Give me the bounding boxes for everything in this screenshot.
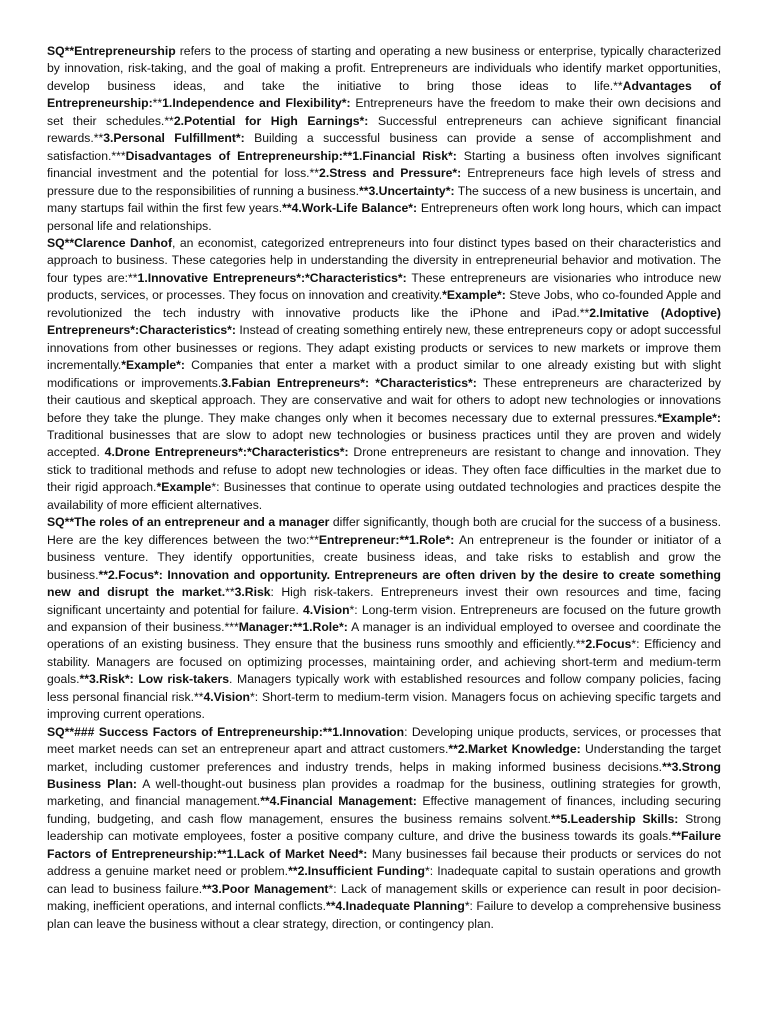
bold-text-run: 4.Vision <box>203 689 250 704</box>
text-run: *: Businesses that continue to operate using outdated technologies and practices despite the availability of more efficient alternatives. <box>47 480 722 512</box>
bold-text-run: *Example*: <box>121 358 185 373</box>
bold-text-run: **4.Work-Life Balance*: <box>282 201 418 216</box>
bold-text-run: 1.Independence and Flexibility*: <box>162 96 351 111</box>
bold-text-run: **3.Uncertainty*: <box>359 183 455 198</box>
bold-text-run: Disadvantages of Entrepreneurship:**1.Financial Risk*: <box>125 148 457 163</box>
text-run: Companies that enter a market with a product similar to one already existing but with slight modifications or improvements. <box>47 358 721 390</box>
text-run: *: Inadequate capital to sustain operations and growth can lead to business failure. <box>47 864 722 896</box>
bold-text-run: SQ**Entrepreneurship <box>47 44 176 58</box>
text-run: *: Failure to develop a comprehensive business plan can leave the business without a clear strategy, direction, or contingency plan. <box>47 899 721 931</box>
bold-text-run: **3.Poor Management <box>202 881 329 896</box>
paragraph-success-failure-factors <box>47 724 721 933</box>
bold-text-run: **4.Financial Management: <box>260 794 417 809</box>
text-run: Entrepreneurs have the freedom to make their own decisions and set their schedules.** <box>47 96 721 128</box>
text-run: Drone entrepreneurs are resistant to change and innovation. They stick to traditional methods and refuse to adopt new technologies or ideas. They often face difficulties in the market due to their rigid approach. <box>47 445 721 495</box>
document-page <box>47 43 721 933</box>
text-run: The success of a new business is uncertain, and many startups fail within the first few years. <box>47 183 722 216</box>
text-run: *: Efficiency and stability. Managers are focused on optimizing processes, maintaining order, and achieving short-term and medium-term goals. <box>47 637 722 687</box>
text-run: Entrepreneurs often work long hours, which can impact personal life and relationships. <box>47 201 721 233</box>
text-run: A well-thought-out business plan provides a roadmap for the business, outlining strategies for growth, marketing, and financial management. <box>47 777 722 809</box>
paragraph-entrepreneur-vs-manager <box>47 514 721 723</box>
text-run: ** <box>152 96 163 111</box>
bold-text-run: 2.Imitative (Adoptive) Entrepreneurs*:Characteristics*: <box>47 305 721 338</box>
text-run: differ significantly, though both are crucial for the success of a business. Here are the key differences between the two:** <box>47 515 721 547</box>
text-run: Instead of creating something entirely new, these entrepreneurs copy or adopt successful innovations from other businesses or regions. They adapt existing products or services to new markets or improve them incrementally. <box>47 323 721 373</box>
text-run: Successful entrepreneurs can achieve significant financial rewards.** <box>47 113 721 146</box>
text-run: Starting a business often involves significant financial investment and the potential for loss.** <box>47 148 722 181</box>
bold-text-run: **2.Focus*: Innovation and opportunity. Entrepreneurs are often driven by the desire to create something new and disrupt the market. <box>47 567 721 600</box>
text-run: Building a successful business can provide a sense of accomplishment and satisfaction.*** <box>47 131 721 163</box>
text-run: Many businesses fail because their products or services do not address a genuine market need or problem. <box>47 846 721 879</box>
bold-text-run: 4.Drone Entrepreneurs*:*Characteristics*: <box>104 445 349 460</box>
text-run: refers to the process of starting and operating a new business or enterprise, typically characterized by innovation, risk-taking, and the goal of making a profit. Entrepreneurs are individuals who identify market opportunities, develop business ideas, and take the initiative to bring those ideas to life.** <box>47 44 721 93</box>
bold-text-run: Advantages of Entrepreneurship: <box>47 78 721 111</box>
text-run: These entrepreneurs are characterized by their cautious and skeptical approach. They are conservative and wait for others to adopt new technologies or innovations before they take the plunge. They make changes only when it becomes necessary due to external pressures. <box>47 375 721 425</box>
bold-text-run: 2.Potential for High Earnings*: <box>173 113 369 128</box>
paragraph-entrepreneurship <box>47 43 721 235</box>
paragraph-danhof-types <box>47 235 721 514</box>
bold-text-run: 1.Innovative Entrepreneurs*:*Characteristics*: <box>137 270 407 285</box>
text-run: Understanding the target market, including customer preferences and industry trends, helps in making informed business decisions. <box>47 742 721 774</box>
bold-text-run: Manager:**1.Role*: <box>238 619 348 634</box>
bold-text-run: Entrepreneur:**1.Role*: <box>318 532 455 547</box>
text-run: . Managers typically work with established resources and follow company policies, facing less personal financial risk.** <box>47 672 722 704</box>
bold-text-run: SQ**### Success Factors of Entrepreneurship:**1.Innovation <box>47 724 405 739</box>
bold-text-run: 2.Stress and Pressure*: <box>319 166 462 181</box>
bold-text-run: **2.Market Knowledge: <box>448 742 581 757</box>
text-run: A manager is an individual employed to oversee and coordinate the operations of an existing business. They ensure that the business runs smoothly and efficiently.** <box>47 619 721 652</box>
text-run: An entrepreneur is the founder or initiator of a business venture. They identify opportunities, create business ideas, and take risks to establish and grow the business. <box>47 532 721 582</box>
text-run: Steve Jobs, who co-founded Apple and revolutionized the tech industry with innovative products like the iPhone and iPad.** <box>47 288 721 320</box>
bold-text-run: **2.Insufficient Funding <box>288 864 425 879</box>
bold-text-run: **3.Risk*: Low risk-takers <box>79 672 230 687</box>
text-run: : Developing unique products, services, or processes that meet market needs can set an entrepreneur apart and attract customers. <box>47 724 721 757</box>
bold-text-run: *Example*: <box>442 288 506 303</box>
bold-text-run: **3.Strong Business Plan: <box>47 759 721 792</box>
bold-text-run: *Example*: <box>657 410 721 425</box>
bold-text-run: *Example <box>156 480 212 495</box>
bold-text-run: **Failure Factors of Entrepreneurship:**1.Lack of Market Need*: <box>47 829 721 861</box>
bold-text-run: 2.Focus <box>585 637 632 652</box>
bold-text-run: 3.Fabian Entrepreneurs*: *Characteristics*: <box>221 375 477 390</box>
bold-text-run: SQ**Clarence Danhof <box>47 235 173 250</box>
bold-text-run: 3.Risk <box>234 585 271 600</box>
text-run: , an economist, categorized entrepreneurs into four distinct types based on their characteristics and approach to business. These categories help in understanding the diversity in entrepreneurial behavior and motivation. The four types are:** <box>47 235 721 285</box>
text-run: Traditional businesses that are slow to adopt new technologies or business practices until they are proven and widely accepted. <box>47 427 721 460</box>
text-run: Entrepreneurs face high levels of stress and pressure due to the responsibilities of running a business. <box>47 166 722 198</box>
bold-text-run: SQ**The roles of an entrepreneur and a manager <box>47 515 330 530</box>
text-run: Effective management of finances, including securing funding, budgeting, and cash flow management, ensures the business remains solvent. <box>47 794 721 826</box>
text-run: : High risk-takers. Entrepreneurs invest their own resources and time, facing significant uncertainty and potential for failure. <box>47 585 722 617</box>
text-run: *: Short-term to medium-term vision. Managers focus on achieving specific targets and improving current operations. <box>47 689 721 722</box>
text-run: *: Long-term vision. Entrepreneurs are focused on the future growth and expansion of their business.*** <box>47 602 721 634</box>
text-run: Strong leadership can motivate employees, foster a positive company culture, and drive the business towards its goals. <box>47 811 722 844</box>
bold-text-run: 3.Personal Fulfillment*: <box>103 131 245 146</box>
bold-text-run: **4.Inadequate Planning <box>325 899 465 914</box>
text-run: These entrepreneurs are visionaries who introduce new products, services, or processes. They focus on innovation and creativity. <box>47 270 721 303</box>
bold-text-run: 4.Vision <box>303 602 350 617</box>
bold-text-run: **5.Leadership Skills: <box>550 811 679 826</box>
text-run: *: Lack of management skills or experience can result in poor decision-making, inefficient operations, and internal conflicts. <box>47 881 721 914</box>
text-run: ** <box>225 585 235 600</box>
